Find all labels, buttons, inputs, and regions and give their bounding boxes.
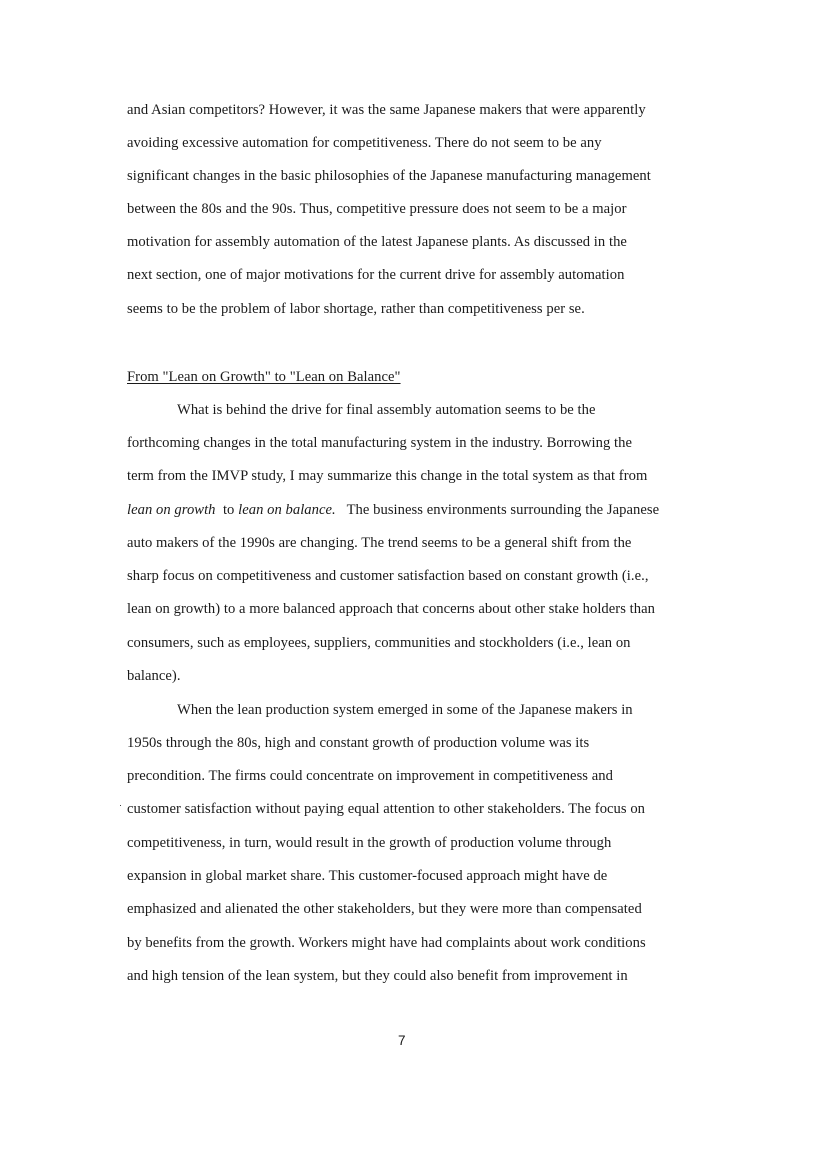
paragraph-3-line: emphasized and alienated the other stakeholders, but they were more than compensated bbox=[127, 901, 642, 917]
paragraph-1-line: and Asian competitors? However, it was the same Japanese makers that were apparently bbox=[127, 102, 646, 118]
paragraph-3-line: 1950s through the 80s, high and constant growth of production volume was its bbox=[127, 735, 590, 751]
paragraph-3-line: precondition. The firms could concentrate on improvement in competitiveness and bbox=[127, 768, 613, 784]
paragraph-2-line: forthcoming changes in the total manufacturing system in the industry. Borrowing the bbox=[127, 435, 633, 451]
paragraph-1-line: between the 80s and the 90s. Thus, competitive pressure does not seem to be a major bbox=[127, 201, 627, 217]
paragraph-1-line: avoiding excessive automation for competitiveness. There do not seem to be any bbox=[127, 135, 602, 151]
paragraph-2-line: What is behind the drive for final assembly automation seems to be the bbox=[177, 402, 596, 418]
paragraph-1-line: significant changes in the basic philosophies of the Japanese manufacturing management bbox=[127, 168, 651, 184]
text-run: to bbox=[215, 502, 239, 518]
paragraph-3-line: When the lean production system emerged in some of the Japanese makers in bbox=[177, 702, 633, 718]
paragraph-3-line: customer satisfaction without paying equal attention to other stakeholders. The focus on bbox=[127, 801, 646, 817]
paragraph-3-line: and high tension of the lean system, but they could also benefit from improvement in bbox=[127, 968, 628, 984]
italic-term: lean on growth bbox=[127, 502, 216, 518]
paragraph-1-line: next section, one of major motivations for the current drive for assembly automation bbox=[127, 267, 625, 283]
paragraph-2-line: lean on growth) to a more balanced approach that concerns about other stake holders than bbox=[127, 601, 655, 617]
scan-speck bbox=[120, 805, 121, 806]
page-number: 7 bbox=[398, 1033, 406, 1048]
italic-term: lean on balance. bbox=[238, 502, 336, 518]
paragraph-3-line: expansion in global market share. This customer-focused approach might have de bbox=[127, 868, 608, 884]
paragraph-2-line: balance). bbox=[127, 668, 181, 684]
paragraph-2-line: term from the IMVP study, I may summarize this change in the total system as that from bbox=[127, 468, 648, 484]
paragraph-2-line: consumers, such as employees, suppliers, communities and stockholders (i.e., lean on bbox=[127, 635, 631, 651]
paragraph-3-line: competitiveness, in turn, would result in the growth of production volume through bbox=[127, 835, 612, 851]
paragraph-2-line bbox=[127, 501, 659, 519]
text-run: The business environments surrounding the Japanese bbox=[335, 502, 660, 518]
section-heading: From "Lean on Growth" to "Lean on Balance" bbox=[127, 369, 401, 385]
paragraph-2-line: sharp focus on competitiveness and customer satisfaction based on constant growth (i.e., bbox=[127, 568, 649, 584]
paragraph-1-line: motivation for assembly automation of the latest Japanese plants. As discussed in the bbox=[127, 234, 627, 250]
paragraph-1-line: seems to be the problem of labor shortage, rather than competitiveness per se. bbox=[127, 301, 585, 317]
paragraph-2-line: auto makers of the 1990s are changing. The trend seems to be a general shift from the bbox=[127, 535, 632, 551]
paragraph-3-line: by benefits from the growth. Workers might have had complaints about work conditions bbox=[127, 935, 646, 951]
